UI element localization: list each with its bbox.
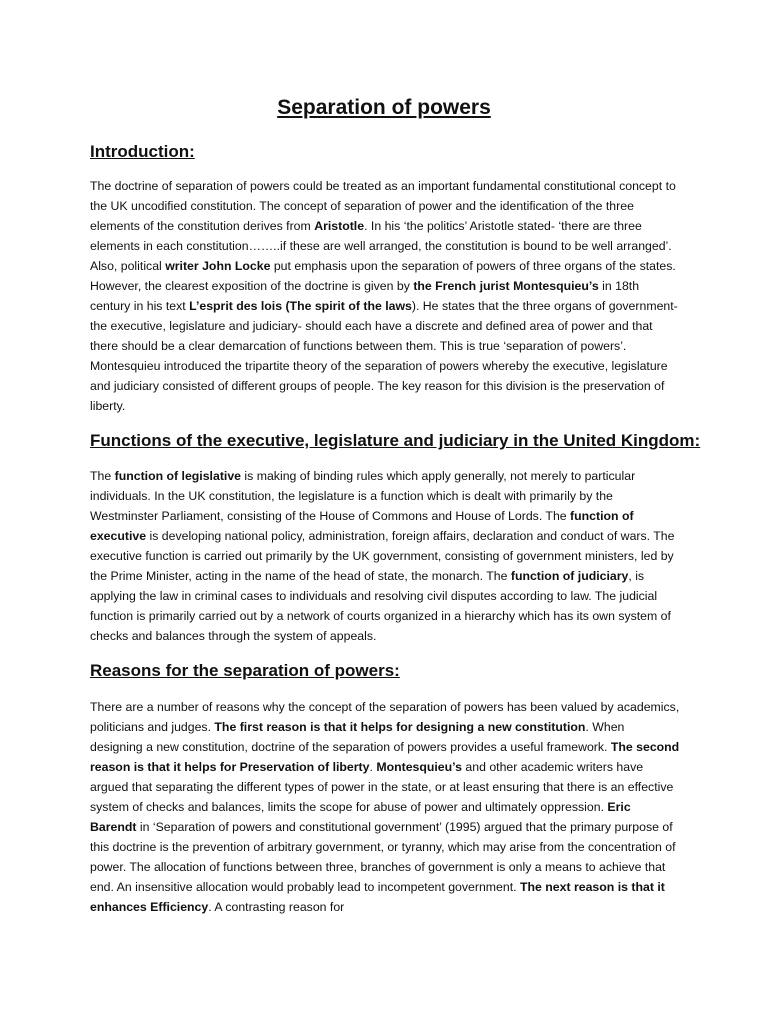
text-run: . When designing a new constitution, doctrine of the separation of powers provides a useful framework. [90, 720, 625, 754]
bold-text-run: The first reason is that it helps for designing a new constitution [214, 720, 586, 734]
section-heading-introduction: Introduction: [90, 142, 195, 161]
section-heading-reasons: Reasons for the separation of powers: [90, 661, 400, 680]
bold-text-run: The second reason is that it helps for Preservation of liberty [90, 740, 680, 774]
bold-text-run: writer John Locke [165, 259, 271, 273]
section-paragraph-reasons [90, 697, 680, 917]
bold-text-run: Eric Barendt [90, 800, 631, 834]
text-run: in 18th century in his text [90, 279, 640, 313]
text-run: put emphasis upon the separation of powers of three organs of the states. However, the clearest exposition of the doctrine is given by [90, 259, 676, 293]
bold-text-run: The next reason is that it enhances Efficiency [90, 880, 665, 914]
bold-text-run: Montesquieu’s [376, 760, 462, 774]
text-run: The [90, 469, 115, 483]
text-run: , is applying the law in criminal cases to individuals and resolving civil disputes according to law. The judicial function is primarily carried out by a network of courts organized in a hierarchy which has its own system of checks and balances through the system of appeals. [90, 569, 671, 643]
section-paragraph-introduction [90, 176, 680, 416]
text-run: . A contrasting reason for [208, 900, 345, 914]
bold-text-run: function of judiciary [510, 569, 629, 583]
bold-text-run: function of legislative [114, 469, 242, 483]
text-run: and other academic writers have argued that separating the different types of power in the state, or at least ensuring that there is an effective system of checks and balances, limits the scope for abuse of power and ultimately oppression. [90, 760, 674, 814]
text-run: The doctrine of separation of powers could be treated as an important fundamental constitutional concept to the UK uncodified constitution. The concept of separation of power and the identification of the three elements of the constitution derives from [90, 179, 676, 233]
text-run: . In his ‘the politics’ Aristotle stated- ‘there are three elements in each constitution……..if these are well arranged, the constitution is bound to be well arranged’. Also, political [90, 219, 672, 273]
bold-text-run: Aristotle [314, 219, 365, 233]
text-run: in ‘Separation of powers and constitutional government’ (1995) argued that the primary purpose of this doctrine is the prevention of arbitrary government, or tyranny, which may arise from the concentration of power. The allocation of functions between three, branches of government is only a means to achieve that end. An insensitive allocation would probably lead to incompetent government. [90, 820, 676, 894]
text-run: There are a number of reasons why the concept of the separation of powers has been valued by academics, politicians and judges. [90, 700, 680, 734]
text-run: . [369, 760, 377, 774]
section-heading-functions: Functions of the executive, legislature and judiciary in the United Kingdom: [90, 431, 701, 450]
bold-text-run: the French jurist Montesquieu’s [413, 279, 599, 293]
section-paragraph-functions [90, 466, 680, 646]
text-run: ). He states that the three organs of government- the executive, legislature and judiciary- should each have a discrete and defined area of power and that there should be a clear demarcation of functions between them. This is true ‘separation of powers’. Montesquieu introduced the tripartite theory of the separation of powers whereby the executive, legislature and judiciary consisted of different groups of people. The key reason for this division is the preservation of liberty. [90, 299, 678, 413]
document-title: Separation of powers [277, 96, 491, 119]
bold-text-run: L’esprit des lois (The spirit of the laws [189, 299, 412, 313]
bold-text-run: function of executive [90, 509, 634, 543]
text-run: is developing national policy, administration, foreign affairs, declaration and conduct of wars. The executive function is carried out primarily by the UK government, consisting of government ministers, led by the Prime Minister, acting in the name of the head of state, the monarch. The [90, 529, 675, 583]
text-run: is making of binding rules which apply generally, not merely to particular individuals. In the UK constitution, the legislature is a function which is dealt with primarily by the Westminster Parliament, consisting of the House of Commons and House of Lords. The [90, 469, 636, 523]
